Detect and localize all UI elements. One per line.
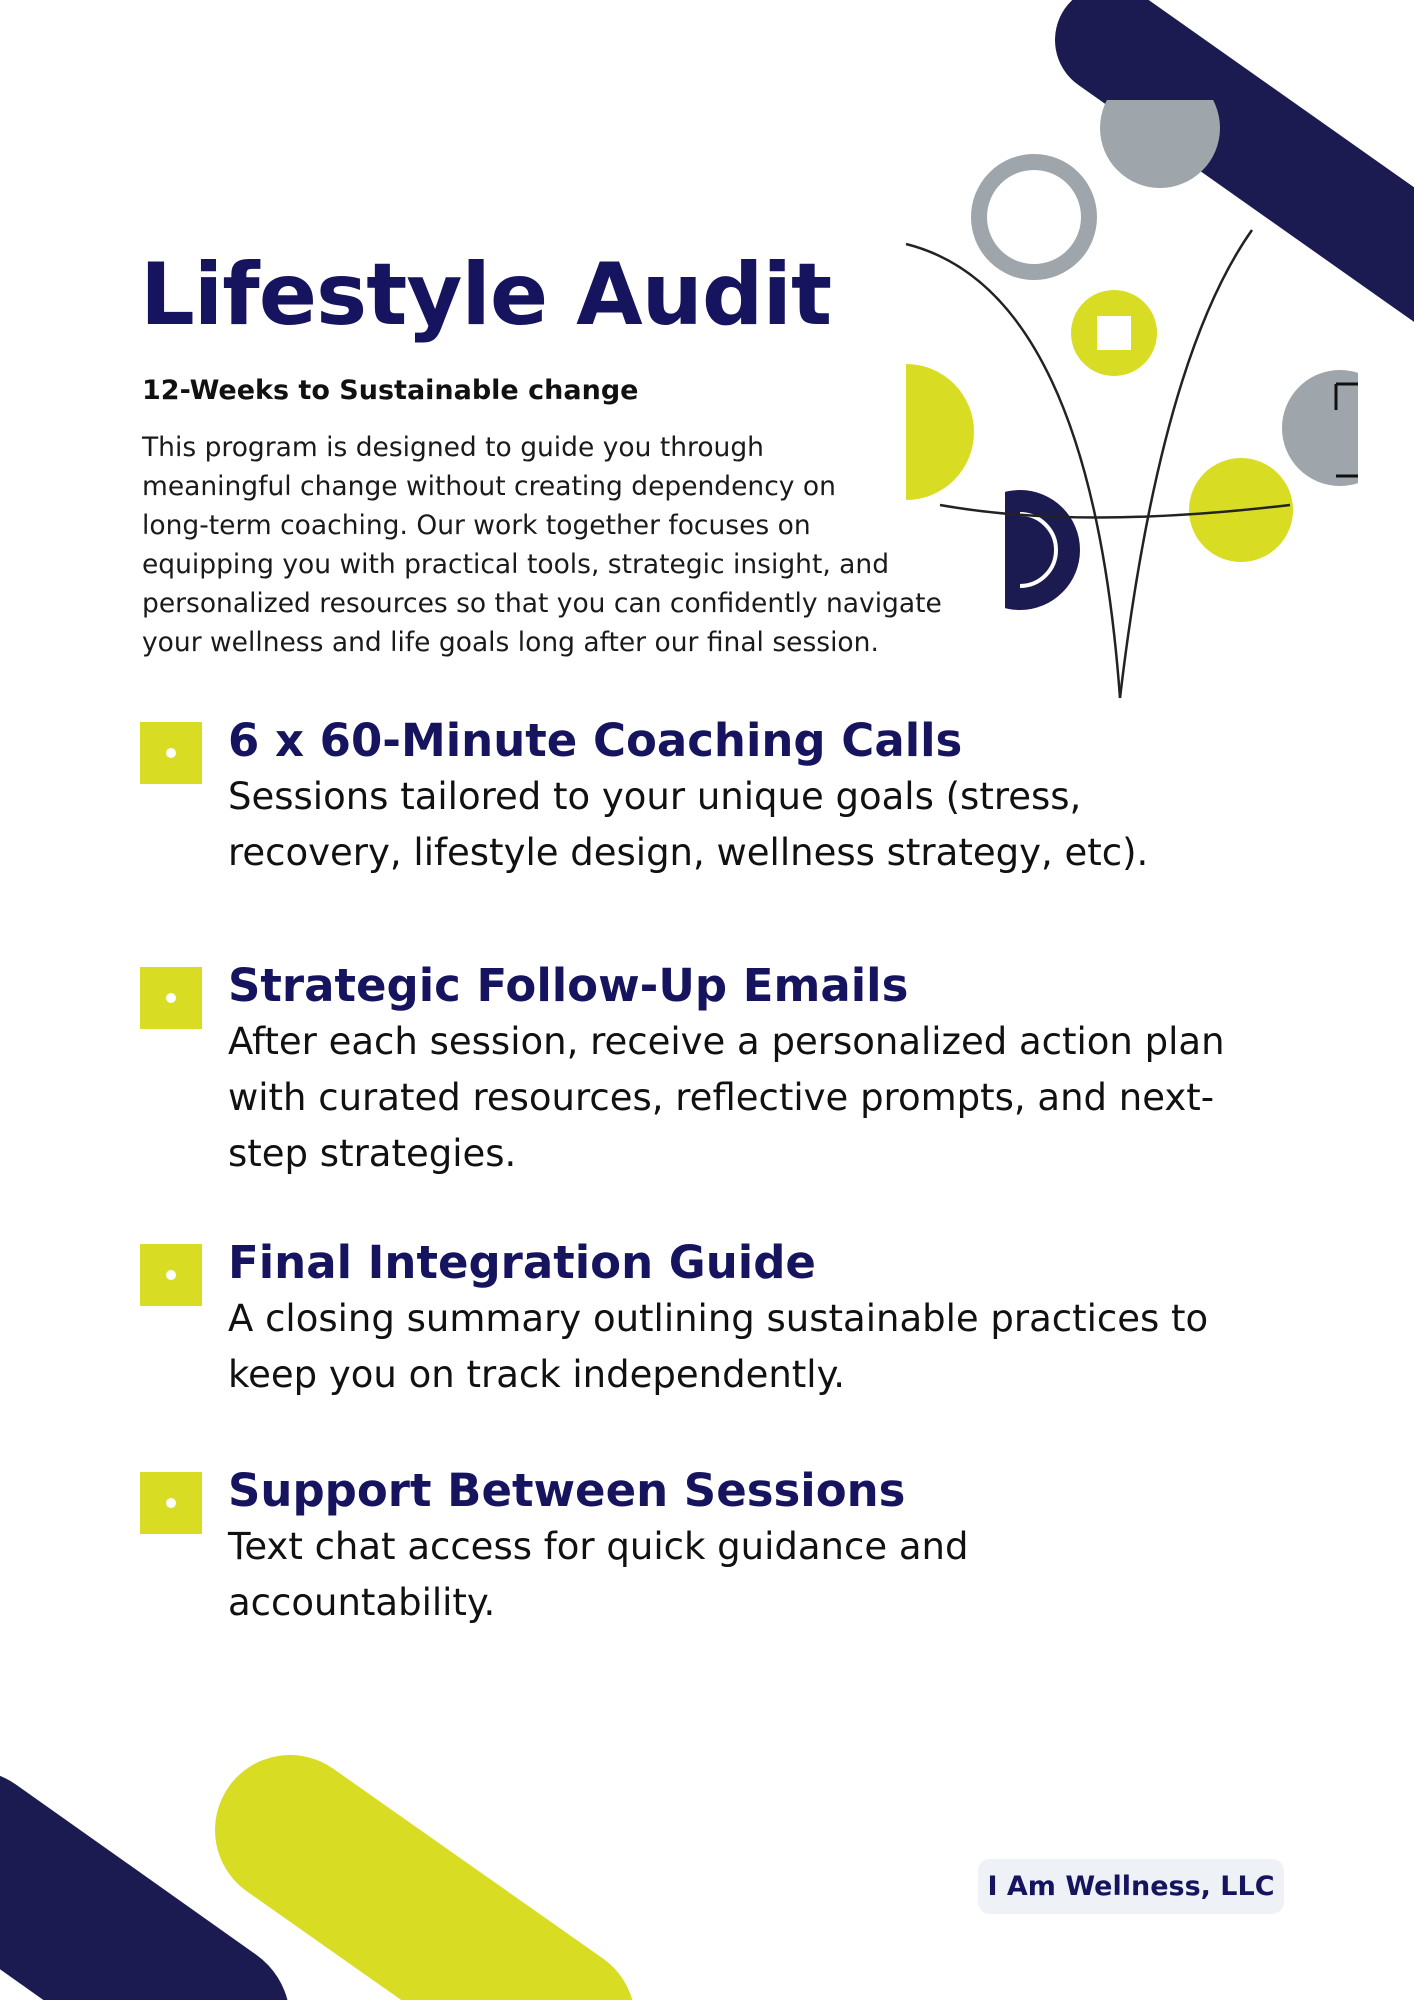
feature-line: Text chat access for quick guidance and <box>228 1525 969 1568</box>
intro-paragraph <box>142 428 1002 662</box>
gray-half-disc-shape <box>1100 68 1220 188</box>
feature-line: recovery, lifestyle design, wellness strategy, etc). <box>228 831 1149 874</box>
feature-line: accountability. <box>228 1581 496 1624</box>
feature-description <box>228 1291 1208 1403</box>
feature-line: Sessions tailored to your unique goals (stress, <box>228 775 1082 818</box>
bottom-left-navy-bar <box>0 1850 210 2000</box>
lime-circle-shape <box>1071 290 1157 376</box>
stem-line-right <box>1120 230 1252 698</box>
feature-title: 6 x 60-Minute Coaching Calls <box>228 714 963 767</box>
feature-description <box>228 769 1148 881</box>
feature-line: with curated resources, reflective prompts, and next- <box>228 1076 1215 1119</box>
square-bullet-icon <box>140 967 202 1029</box>
page-subtitle: 12-Weeks to Sustainable change <box>142 375 639 406</box>
intro-line: meaningful change without creating dependency on <box>142 471 836 502</box>
feature-title: Support Between Sessions <box>228 1464 906 1517</box>
square-bullet-icon <box>140 722 202 784</box>
top-right-navy-bar <box>1110 40 1414 280</box>
lime-right-circle-shape <box>1189 458 1293 562</box>
feature-title: Strategic Follow-Up Emails <box>228 959 909 1012</box>
intro-line: long-term coaching. Our work together focuses on <box>142 510 811 541</box>
page-title: Lifestyle Audit <box>140 245 832 345</box>
intro-line: personalized resources so that you can confidently navigate <box>142 588 942 619</box>
gray-half-circle-shape <box>1282 370 1398 486</box>
bottom-lime-bar <box>290 1830 560 2000</box>
feature-line: After each session, receive a personalized action plan <box>228 1020 1225 1063</box>
square-bullet-icon <box>140 1472 202 1534</box>
feature-title: Final Integration Guide <box>228 1236 816 1289</box>
feature-line: keep you on track independently. <box>228 1353 845 1396</box>
intro-line: your wellness and life goals long after our final session. <box>142 627 879 658</box>
feature-description <box>228 1014 1225 1182</box>
gray-ring-shape <box>979 162 1089 272</box>
square-bullet-icon <box>140 1244 202 1306</box>
feature-line: step strategies. <box>228 1132 517 1175</box>
white-square-shape <box>1097 316 1131 350</box>
feature-line: A closing summary outlining sustainable practices to <box>228 1297 1209 1340</box>
intro-line: equipping you with practical tools, strategic insight, and <box>142 549 890 580</box>
feature-description <box>228 1519 968 1631</box>
brand-badge: I Am Wellness, LLC <box>978 1859 1284 1914</box>
intro-line: This program is designed to guide you through <box>142 432 764 463</box>
